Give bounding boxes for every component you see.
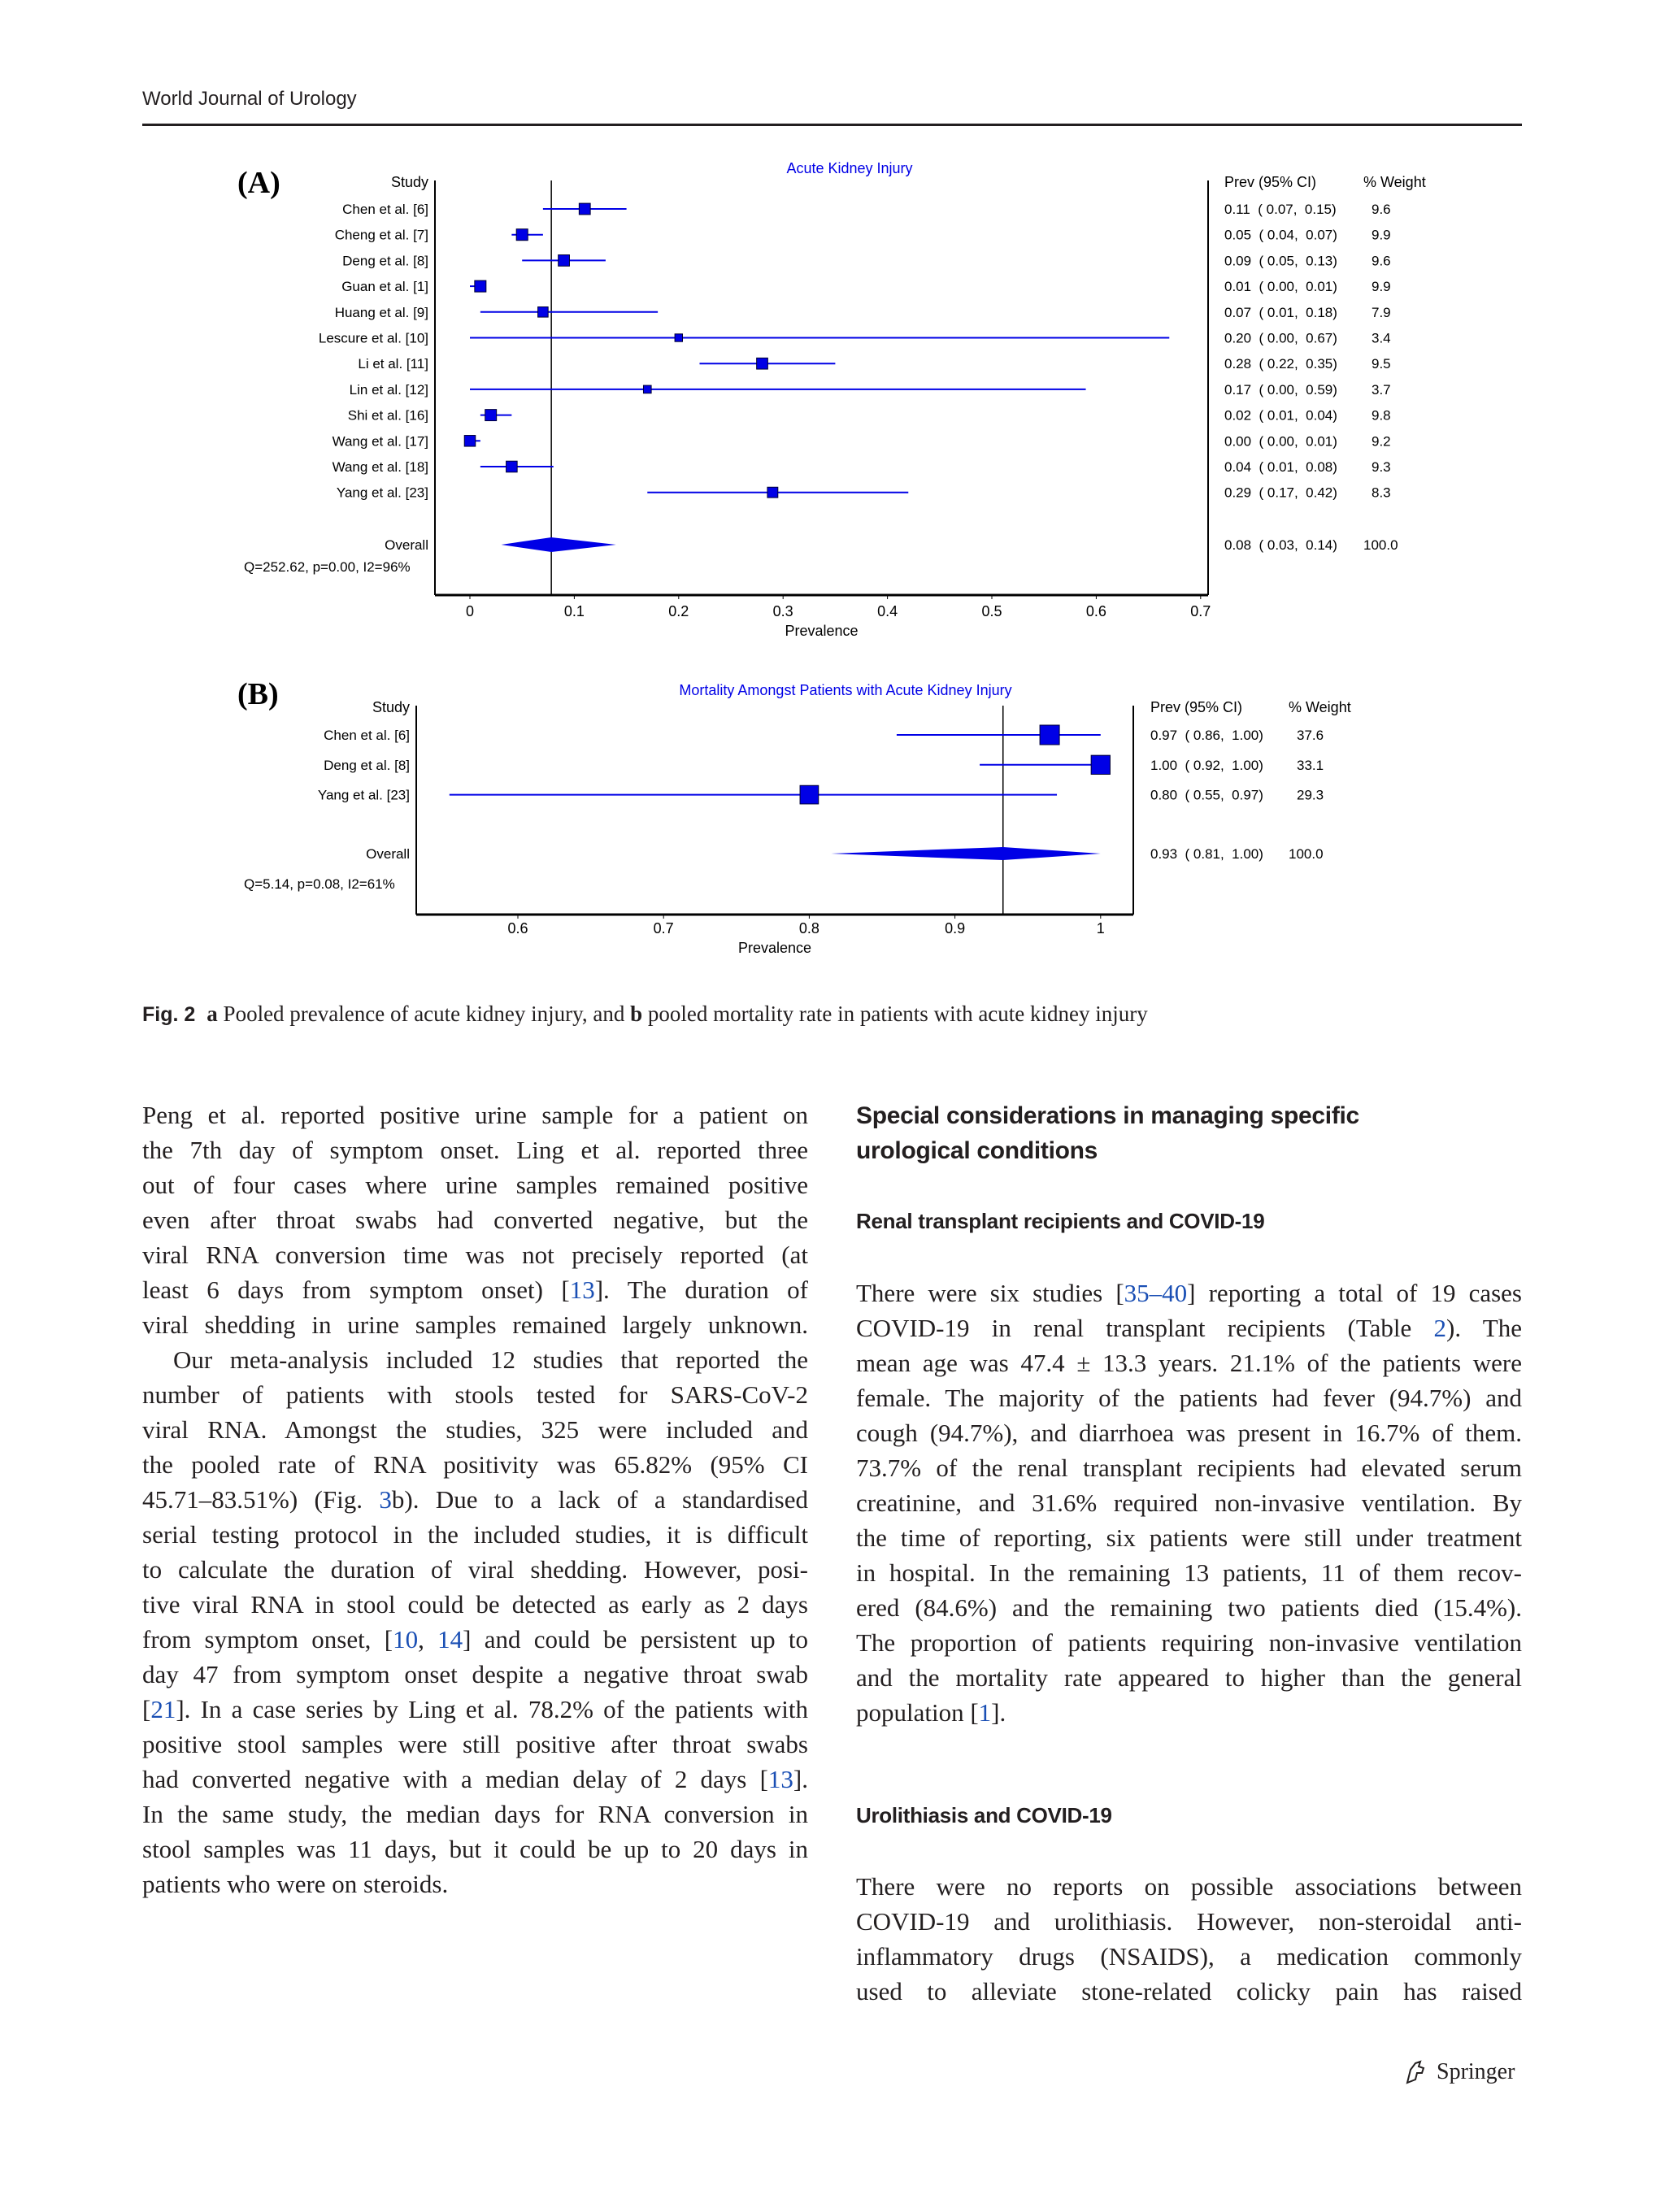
point-estimate-square: [1091, 755, 1110, 774]
caption-text-a: Pooled prevalence of acute kidney injury, and: [217, 1002, 631, 1026]
text-line: had converted negative with a median delay of 2 days [13].: [142, 1765, 808, 1793]
text-line: There were six studies [35–40] reporting a total of 19 cases: [856, 1279, 1522, 1307]
springer-horse-icon: [1402, 2058, 1430, 2086]
overall-ci-value: 0.93 ( 0.81, 1.00): [1150, 846, 1263, 862]
panel-label: (A): [237, 166, 280, 200]
text-line: the 7th day of symptom onset. Ling et al. reported three: [142, 1136, 808, 1164]
weight-value: 9.9: [1372, 279, 1391, 295]
weight-value: 9.6: [1372, 202, 1391, 217]
study-label: Deng et al. [8]: [342, 253, 428, 269]
study-label: Chen et al. [6]: [342, 202, 428, 217]
text-line: the time of reporting, six patients were still under treatment: [856, 1523, 1522, 1552]
prev-ci-value: 0.29 ( 0.17, 0.42): [1224, 485, 1337, 501]
section-heading: [856, 1098, 1359, 1168]
study-label: Chen et al. [6]: [324, 728, 410, 743]
prev-ci-value: 0.00 ( 0.00, 0.01): [1224, 433, 1337, 450]
paragraph: [142, 1097, 808, 1342]
point-estimate-square: [506, 461, 518, 472]
x-tick-label: 0.6: [1085, 603, 1106, 619]
weight-value: 29.3: [1297, 787, 1324, 803]
study-label: Lin et al. [12]: [349, 381, 428, 398]
study-label: Wang et al. [17]: [332, 433, 428, 450]
section-heading-line: urological conditions: [856, 1137, 1098, 1164]
text-line: number of patients with stools tested for SARS-CoV-2: [142, 1380, 808, 1409]
prev-ci-value: 0.97 ( 0.86, 1.00): [1150, 728, 1263, 743]
reference-link[interactable]: 2: [1433, 1314, 1447, 1342]
subheading-renal-transplant: Renal transplant recipients and COVID-19: [856, 1209, 1265, 1233]
text-line: serial testing protocol in the included studies, it is difficult: [142, 1520, 808, 1549]
overall-weight-value: 100.0: [1363, 537, 1398, 553]
text-line: viral RNA conversion time was not precisely reported (at: [142, 1241, 808, 1269]
x-tick-label: 0.7: [653, 920, 674, 937]
study-label: Li et al. [11]: [358, 356, 428, 372]
text-line: In the same study, the median days for RNA conversion in: [142, 1800, 808, 1828]
text-line: The proportion of patients requiring non-invasive ventilation: [856, 1628, 1522, 1657]
weight-value: 9.9: [1372, 227, 1391, 243]
caption-text-b: pooled mortality rate in patients with acute kidney injury: [642, 1002, 1148, 1026]
text-line: 45.71–83.51%) (Fig. 3b). Due to a lack of a standardised: [142, 1485, 808, 1514]
text-line: tive viral RNA in stool could be detected as early as 2 days: [142, 1590, 808, 1619]
x-axis-label: Prevalence: [785, 623, 859, 639]
point-estimate-square: [559, 255, 570, 267]
prev-ci-value: 0.80 ( 0.55, 0.97): [1150, 787, 1263, 803]
text-line: even after throat swabs had converted negative, but the: [142, 1206, 808, 1234]
study-header: Study: [390, 174, 428, 190]
point-estimate-square: [675, 334, 682, 341]
text-line: stool samples was 11 days, but it could be up to 20 days in: [142, 1835, 808, 1863]
overall-label: Overall: [385, 537, 428, 553]
panel-label: (B): [237, 677, 279, 711]
x-tick-label: 0.6: [507, 920, 528, 937]
heterogeneity-stats: Q=5.14, p=0.08, I2=61%: [244, 876, 395, 892]
overall-weight-value: 100.0: [1289, 846, 1324, 862]
caption-b: b: [630, 1002, 643, 1026]
text-line: viral RNA. Amongst the studies, 325 were included and: [142, 1415, 808, 1444]
reference-link[interactable]: 13: [767, 1765, 793, 1793]
x-tick-label: 1: [1096, 920, 1105, 937]
prev-ci-value: 0.05 ( 0.04, 0.07): [1224, 227, 1337, 243]
point-estimate-square: [464, 436, 476, 447]
text-line: positive stool samples were still positive after throat swabs: [142, 1730, 808, 1758]
text-line: mean age was 47.4 ± 13.3 years. 21.1% of the patients were: [856, 1349, 1522, 1377]
point-estimate-square: [1040, 725, 1059, 745]
text-line: Peng et al. reported positive urine sample for a patient on: [142, 1101, 808, 1129]
text-line: to calculate the duration of viral shedding. However, posi-: [142, 1555, 808, 1584]
point-estimate-square: [643, 385, 651, 393]
point-estimate-square: [757, 358, 768, 369]
study-label: Deng et al. [8]: [324, 757, 410, 773]
prev-ci-value: 0.01 ( 0.00, 0.01): [1224, 279, 1337, 295]
x-tick-label: 0.7: [1190, 603, 1211, 619]
prev-ci-value: 0.20 ( 0.00, 0.67): [1224, 330, 1337, 346]
point-estimate-square: [579, 203, 590, 215]
weight-value: 9.8: [1372, 407, 1391, 424]
overall-diamond: [831, 847, 1101, 860]
plot-title: Acute Kidney Injury: [786, 160, 913, 176]
text-line: day 47 from symptom onset despite a negative throat swab: [142, 1660, 808, 1688]
point-estimate-square: [485, 410, 497, 421]
x-axis-label: Prevalence: [737, 940, 812, 956]
paragraph-renal-transplant: [856, 1275, 1522, 1730]
text-line: female. The majority of the patients had fever (94.7%) and: [856, 1384, 1522, 1412]
prev-ci-value: 0.04 ( 0.01, 0.08): [1224, 459, 1337, 475]
study-label: Wang et al. [18]: [332, 459, 428, 475]
plot-title: Mortality Amongst Patients with Acute Kidney Injury: [679, 682, 1012, 698]
weight-value: 37.6: [1297, 728, 1324, 743]
text-line: used to alleviate stone-related colicky pain has raised: [856, 1977, 1522, 2006]
x-tick-label: 0.5: [981, 603, 1002, 619]
weight-value: 9.3: [1372, 459, 1391, 475]
reference-link[interactable]: 14: [437, 1625, 463, 1654]
text-line: population [1].: [856, 1698, 1006, 1727]
section-heading-line: Special considerations in managing specific: [856, 1102, 1359, 1129]
overall-diamond: [502, 537, 616, 552]
weight-value: 3.7: [1372, 381, 1391, 398]
study-header: Study: [372, 699, 410, 715]
prev-ci-value: 0.17 ( 0.00, 0.59): [1224, 381, 1337, 398]
reference-link[interactable]: 1: [978, 1698, 992, 1727]
caption-label: Fig. 2: [142, 1003, 196, 1026]
reference-link[interactable]: 13: [569, 1275, 595, 1304]
reference-link[interactable]: 35–40: [1124, 1279, 1188, 1307]
text-line: Our meta-analysis included 12 studies that reported the: [173, 1345, 808, 1374]
reference-link[interactable]: 3: [379, 1485, 392, 1514]
prev-ci-value: 0.28 ( 0.22, 0.35): [1224, 356, 1337, 372]
text-line: COVID-19 and urolithiasis. However, non-steroidal anti-: [856, 1907, 1522, 1936]
study-label: Yang et al. [23]: [317, 787, 410, 803]
text-line: There were no reports on possible associations between: [856, 1872, 1522, 1901]
heterogeneity-stats: Q=252.62, p=0.00, I2=96%: [244, 559, 411, 575]
study-label: Guan et al. [1]: [341, 279, 428, 295]
weight-value: 9.5: [1372, 356, 1391, 372]
text-line: 73.7% of the renal transplant recipients had elevated serum: [856, 1454, 1522, 1482]
publisher-name: Springer: [1437, 2059, 1515, 2084]
text-line: and the mortality rate appeared to higher than the general: [856, 1663, 1522, 1692]
point-estimate-square: [767, 487, 778, 498]
text-line: from symptom onset, [10, 14] and could be persistent up to: [142, 1625, 809, 1654]
weight-value: 3.4: [1372, 330, 1391, 346]
weight-value: 9.6: [1372, 253, 1391, 269]
prev-ci-value: 0.09 ( 0.05, 0.13): [1224, 253, 1337, 269]
study-label: Shi et al. [16]: [347, 407, 428, 424]
text-line: cough (94.7%), and diarrhoea was present in 16.7% of them.: [856, 1419, 1522, 1447]
text-line: the pooled rate of RNA positivity was 65.82% (95% CI: [142, 1450, 808, 1479]
prev-ci-value: 0.11 ( 0.07, 0.15): [1224, 202, 1337, 217]
overall-ci-value: 0.08 ( 0.03, 0.14): [1224, 537, 1337, 553]
weight-value: 7.9: [1372, 304, 1391, 320]
prev-ci-header: Prev (95% CI): [1224, 174, 1317, 190]
study-label: Huang et al. [9]: [334, 304, 428, 320]
text-line: viral shedding in urine samples remained largely unknown.: [142, 1310, 808, 1339]
overall-label: Overall: [366, 846, 410, 862]
x-tick-label: 0.8: [798, 920, 819, 937]
figure-caption: [142, 1002, 1148, 1027]
text-line: least 6 days from symptom onset) [13]. The duration of: [142, 1275, 808, 1304]
prev-ci-header: Prev (95% CI): [1150, 699, 1243, 715]
weight-value: 33.1: [1297, 757, 1324, 773]
point-estimate-square: [516, 229, 528, 241]
text-line: patients who were on steroids.: [142, 1870, 449, 1898]
text-line: in hospital. In the remaining 13 patients, 11 of them recov-: [856, 1558, 1522, 1587]
subheading-urolithiasis: Urolithiasis and COVID-19: [856, 1803, 1112, 1827]
x-tick-label: 0.4: [877, 603, 898, 619]
point-estimate-square: [800, 785, 819, 804]
text-line: ered (84.6%) and the remaining two patients died (15.4%).: [856, 1593, 1522, 1622]
weight-value: 9.2: [1372, 433, 1391, 450]
prev-ci-value: 1.00 ( 0.92, 1.00): [1150, 757, 1263, 773]
text-line: creatinine, and 31.6% required non-invasive ventilation. By: [856, 1488, 1522, 1517]
x-tick-label: 0.1: [563, 603, 585, 619]
point-estimate-square: [475, 280, 486, 292]
text-line: inflammatory drugs (NSAIDS), a medication commonly: [856, 1942, 1522, 1971]
paragraph-urolithiasis: [856, 1869, 1522, 2009]
text-line: out of four cases where urine samples remained positive: [142, 1171, 808, 1199]
weight-header: % Weight: [1363, 174, 1426, 190]
x-tick-label: 0: [465, 603, 475, 619]
prev-ci-value: 0.07 ( 0.01, 0.18): [1224, 304, 1337, 320]
weight-header: % Weight: [1289, 699, 1351, 715]
study-label: Lescure et al. [10]: [318, 330, 428, 346]
weight-value: 8.3: [1372, 485, 1391, 501]
paragraph: [142, 1342, 808, 1901]
text-line: [21]. In a case series by Ling et al. 78.2% of the patients with: [142, 1695, 808, 1723]
study-label: Cheng et al. [7]: [334, 227, 428, 243]
publisher-logo: [1402, 2058, 1515, 2086]
x-tick-label: 0.9: [945, 920, 966, 937]
caption-a: a: [206, 1002, 218, 1026]
journal-name: World Journal of Urology: [142, 88, 357, 110]
reference-link[interactable]: 21: [150, 1695, 176, 1723]
reference-link[interactable]: 10: [393, 1625, 419, 1654]
study-label: Yang et al. [23]: [336, 485, 428, 501]
x-tick-label: 0.3: [772, 603, 793, 619]
x-tick-label: 0.2: [668, 603, 689, 619]
prev-ci-value: 0.02 ( 0.01, 0.04): [1224, 407, 1337, 424]
point-estimate-square: [538, 307, 549, 318]
text-line: COVID-19 in renal transplant recipients (Table 2). The: [856, 1314, 1522, 1342]
figure-2-forest-plots: [0, 0, 1665, 992]
